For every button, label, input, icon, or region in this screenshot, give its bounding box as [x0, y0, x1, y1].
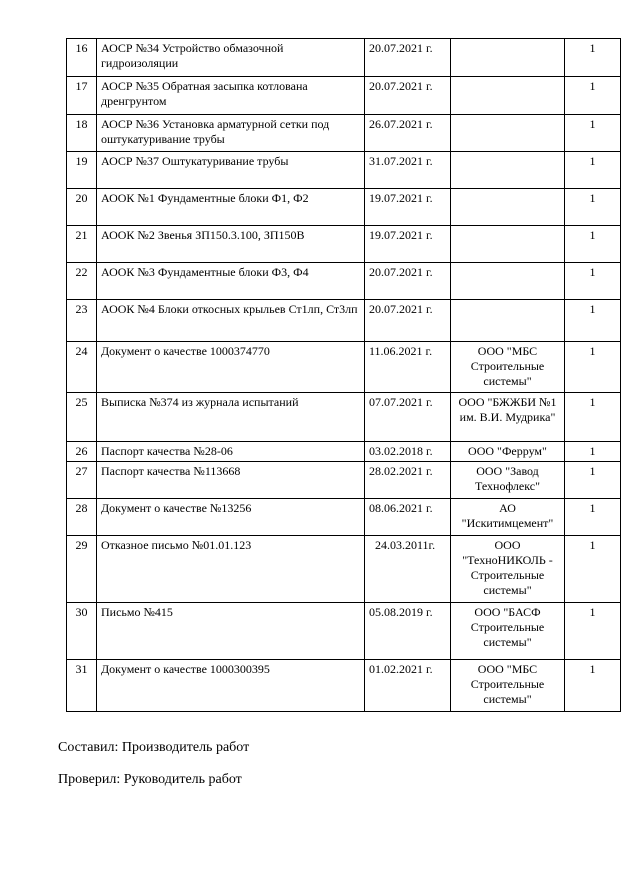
documents-table [66, 38, 621, 712]
issuer-org [451, 115, 565, 152]
table-row [67, 462, 621, 499]
table-row [67, 226, 621, 263]
sheet-count: 1 [565, 263, 621, 300]
document-name: АООК №2 Звенья ЗП150.3.100, ЗП150В [97, 226, 365, 263]
document-date: 31.07.2021 г. [365, 152, 451, 189]
document-date: 20.07.2021 г. [365, 263, 451, 300]
sheet-count: 1 [565, 393, 621, 442]
checked-by-line: Проверил: Руководитель работ [58, 772, 242, 787]
row-number: 28 [67, 499, 97, 536]
document-name: Выписка №374 из журнала испытаний [97, 393, 365, 442]
document-date: 28.02.2021 г. [365, 462, 451, 499]
document-date: 20.07.2021 г. [365, 300, 451, 342]
document-name: Паспорт качества №113668 [97, 462, 365, 499]
sheet-count: 1 [565, 536, 621, 603]
row-number: 24 [67, 342, 97, 393]
table-row [67, 300, 621, 342]
document-name: Документ о качестве 1000374770 [97, 342, 365, 393]
document-date: 20.07.2021 г. [365, 39, 451, 77]
sheet-count: 1 [565, 77, 621, 115]
issuer-org: ООО "ТехноНИКОЛЬ - Строительные системы" [451, 536, 565, 603]
sheet-count: 1 [565, 342, 621, 393]
table-row [67, 115, 621, 152]
row-number: 29 [67, 536, 97, 603]
document-name: АОСР №35 Обратная засыпка котлована дренгрунтом [97, 77, 365, 115]
row-number: 19 [67, 152, 97, 189]
document-date: 11.06.2021 г. [365, 342, 451, 393]
row-number: 27 [67, 462, 97, 499]
row-number: 16 [67, 39, 97, 77]
issuer-org: ООО "МБС Строительные системы" [451, 342, 565, 393]
document-name: Паспорт качества №28-06 [97, 442, 365, 462]
document-date: 08.06.2021 г. [365, 499, 451, 536]
sheet-count: 1 [565, 189, 621, 226]
document-date: 03.02.2018 г. [365, 442, 451, 462]
document-name: АООК №3 Фундаментные блоки Ф3, Ф4 [97, 263, 365, 300]
document-name: АОСР №37 Оштукатуривание трубы [97, 152, 365, 189]
table-row [67, 536, 621, 603]
issuer-org: ООО "БАСФ Строительные системы" [451, 603, 565, 660]
document-name: АОСР №34 Устройство обмазочной гидроизоляции [97, 39, 365, 77]
issuer-org: ООО "Завод Технофлекс" [451, 462, 565, 499]
sheet-count: 1 [565, 462, 621, 499]
sheet-count: 1 [565, 442, 621, 462]
row-number: 18 [67, 115, 97, 152]
issuer-org: АО "Искитимцемент" [451, 499, 565, 536]
sheet-count: 1 [565, 660, 621, 712]
issuer-org [451, 226, 565, 263]
issuer-org: ООО "БЖЖБИ №1 им. В.И. Мудрика" [451, 393, 565, 442]
sheet-count: 1 [565, 152, 621, 189]
row-number: 25 [67, 393, 97, 442]
issuer-org [451, 263, 565, 300]
row-number: 22 [67, 263, 97, 300]
document-date: 24.03.2011г. [365, 536, 451, 603]
issuer-org [451, 39, 565, 77]
row-number: 23 [67, 300, 97, 342]
table-row [67, 152, 621, 189]
document-date: 05.08.2019 г. [365, 603, 451, 660]
table-row [67, 442, 621, 462]
sheet-count: 1 [565, 226, 621, 263]
row-number: 21 [67, 226, 97, 263]
row-number: 17 [67, 77, 97, 115]
document-date: 20.07.2021 г. [365, 77, 451, 115]
row-number: 20 [67, 189, 97, 226]
document-date: 26.07.2021 г. [365, 115, 451, 152]
sheet-count: 1 [565, 39, 621, 77]
issuer-org: ООО "Феррум" [451, 442, 565, 462]
document-date: 19.07.2021 г. [365, 189, 451, 226]
table-row [67, 393, 621, 442]
table-row [67, 189, 621, 226]
issuer-org [451, 189, 565, 226]
document-name: АООК №1 Фундаментные блоки Ф1, Ф2 [97, 189, 365, 226]
issuer-org: ООО "МБС Строительные системы" [451, 660, 565, 712]
sheet-count: 1 [565, 603, 621, 660]
sheet-count: 1 [565, 499, 621, 536]
table-row [67, 77, 621, 115]
document-date: 01.02.2021 г. [365, 660, 451, 712]
row-number: 30 [67, 603, 97, 660]
compiled-by-line: Составил: Производитель работ [58, 740, 250, 755]
issuer-org [451, 300, 565, 342]
table-row [67, 603, 621, 660]
document-name: Документ о качестве 1000300395 [97, 660, 365, 712]
table-row [67, 499, 621, 536]
document-date: 19.07.2021 г. [365, 226, 451, 263]
issuer-org [451, 77, 565, 115]
document-name: Документ о качестве №13256 [97, 499, 365, 536]
table-row [67, 39, 621, 77]
row-number: 26 [67, 442, 97, 462]
document-name: АООК №4 Блоки откосных крыльев Ст1лп, Ст3лп [97, 300, 365, 342]
table-row [67, 660, 621, 712]
document-name: Письмо №415 [97, 603, 365, 660]
table-row [67, 342, 621, 393]
table-row [67, 263, 621, 300]
sheet-count: 1 [565, 115, 621, 152]
issuer-org [451, 152, 565, 189]
sheet-count: 1 [565, 300, 621, 342]
document-date: 07.07.2021 г. [365, 393, 451, 442]
row-number: 31 [67, 660, 97, 712]
document-name: Отказное письмо №01.01.123 [97, 536, 365, 603]
document-name: АОСР №36 Установка арматурной сетки под оштукатуривание трубы [97, 115, 365, 152]
